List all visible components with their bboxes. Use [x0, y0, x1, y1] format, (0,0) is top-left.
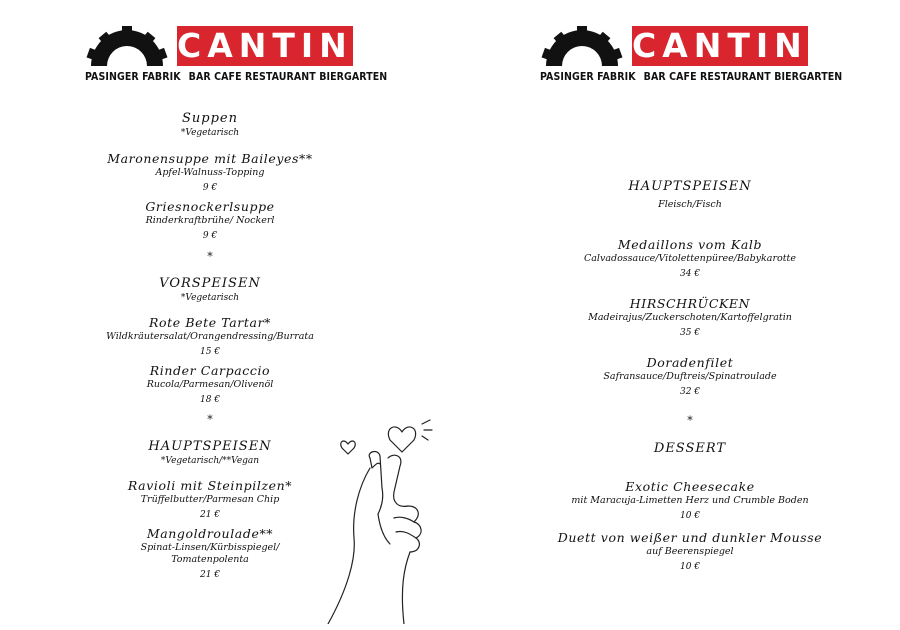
menu-item: [60, 363, 360, 406]
dish-desc: Calvadossauce/Vitolettenpüree/Babykarotte: [583, 253, 796, 264]
menu-item: [530, 530, 850, 573]
tagline-left: PASINGER FABRIK: [85, 71, 181, 83]
separator-star: *: [207, 250, 213, 263]
dish-name: Medaillons vom Kalb: [617, 237, 763, 252]
tagline-left: PASINGER FABRIK: [540, 71, 636, 83]
section-title-hauptspeisen-left: HAUPTSPEISEN: [148, 439, 272, 454]
dish-desc: Apfel-Walnuss-Topping: [155, 167, 265, 178]
dish-price: 10 €: [679, 511, 701, 521]
dish-desc: Spinat-Linsen/Kürbisspiegel/: [140, 542, 280, 553]
dish-desc: Rucola/Parmesan/Olivenöl: [146, 379, 274, 390]
separator-star: *: [207, 413, 213, 426]
dish-price: 32 €: [679, 387, 701, 397]
dish-name: HIRSCHRÜCKEN: [629, 296, 751, 311]
menu-column-right: [530, 178, 850, 573]
dish-desc: Madeirajus/Zuckerschoten/Kartoffelgratin: [588, 312, 792, 323]
dish-price: 10 €: [679, 562, 701, 572]
dish-desc: Wildkräutersalat/Orangendressing/Burrata: [106, 331, 314, 342]
logo-tagline: [85, 71, 388, 83]
menu-item: [530, 237, 850, 280]
dish-desc: Rinderkraftbrühe/ Nockerl: [145, 215, 275, 226]
gear-icon: [540, 26, 624, 66]
cantina-logo: [540, 24, 843, 88]
dish-price: 9 €: [202, 231, 218, 241]
dish-desc-line2: Tomatenpolenta: [171, 554, 249, 565]
gear-icon: [85, 26, 169, 66]
section-note-hauptspeisen-left: *Vegetarisch/**Vegan: [160, 456, 260, 466]
dish-name: Exotic Cheesecake: [625, 479, 755, 494]
menu-page-right: [450, 0, 900, 630]
section-note-suppen: *Vegetarisch: [180, 128, 240, 138]
menu-item: [530, 355, 850, 398]
dish-name: Mangoldroulade**: [146, 526, 274, 541]
dish-name: Griesnockerlsuppe: [145, 199, 275, 214]
dish-name: Duett von weißer und dunkler Mousse: [557, 530, 823, 545]
menu-item: [60, 526, 360, 581]
finger-heart-illustration: [318, 418, 438, 624]
dish-price: 35 €: [679, 328, 701, 338]
brand-name: CANTINA: [632, 26, 840, 65]
dish-name: Ravioli mit Steinpilzen*: [127, 478, 293, 493]
dish-price: 18 €: [199, 395, 221, 405]
section-title-dessert: DESSERT: [653, 441, 727, 456]
dish-price: 21 €: [199, 510, 221, 520]
dish-desc: auf Beerenspiegel: [646, 546, 734, 557]
menu-item: [60, 315, 360, 358]
section-title-suppen: Suppen: [182, 111, 238, 126]
separator-star: *: [687, 414, 693, 427]
section-title-vorspeisen: VORSPEISEN: [159, 276, 261, 291]
menu-item: [60, 478, 360, 521]
menu-item: [60, 151, 360, 194]
dish-price: 21 €: [199, 570, 221, 580]
logo-tagline: [540, 71, 843, 83]
dish-desc: Trüffelbutter/Parmesan Chip: [140, 494, 280, 505]
dish-name: Maronensuppe mit Baileyes**: [107, 151, 313, 166]
dish-desc: Safransauce/Duftreis/Spinatroulade: [603, 371, 777, 382]
dish-name: Doradenfilet: [646, 355, 734, 370]
tagline-right: BAR CAFE RESTAURANT BIERGARTEN: [643, 71, 843, 83]
menu-item: [530, 296, 850, 339]
menu-item: [530, 479, 850, 522]
menu-column-left: [60, 110, 360, 581]
section-note-hauptspeisen-right: Fleisch/Fisch: [658, 199, 722, 210]
section-note-vorspeisen: *Vegetarisch: [180, 293, 240, 303]
dish-name: Rinder Carpaccio: [149, 363, 271, 378]
menu-item: [60, 199, 360, 242]
brand-name: CANTINA: [177, 26, 385, 65]
dish-price: 9 €: [202, 183, 218, 193]
dish-name: Rote Bete Tartar*: [148, 315, 271, 330]
dish-desc: mit Maracuja-Limetten Herz und Crumble Boden: [571, 495, 809, 506]
dish-price: 34 €: [679, 269, 701, 279]
tagline-right: BAR CAFE RESTAURANT BIERGARTEN: [188, 71, 388, 83]
cantina-logo: [85, 24, 388, 88]
section-title-hauptspeisen-right: HAUPTSPEISEN: [628, 179, 752, 194]
dish-price: 15 €: [199, 347, 221, 357]
